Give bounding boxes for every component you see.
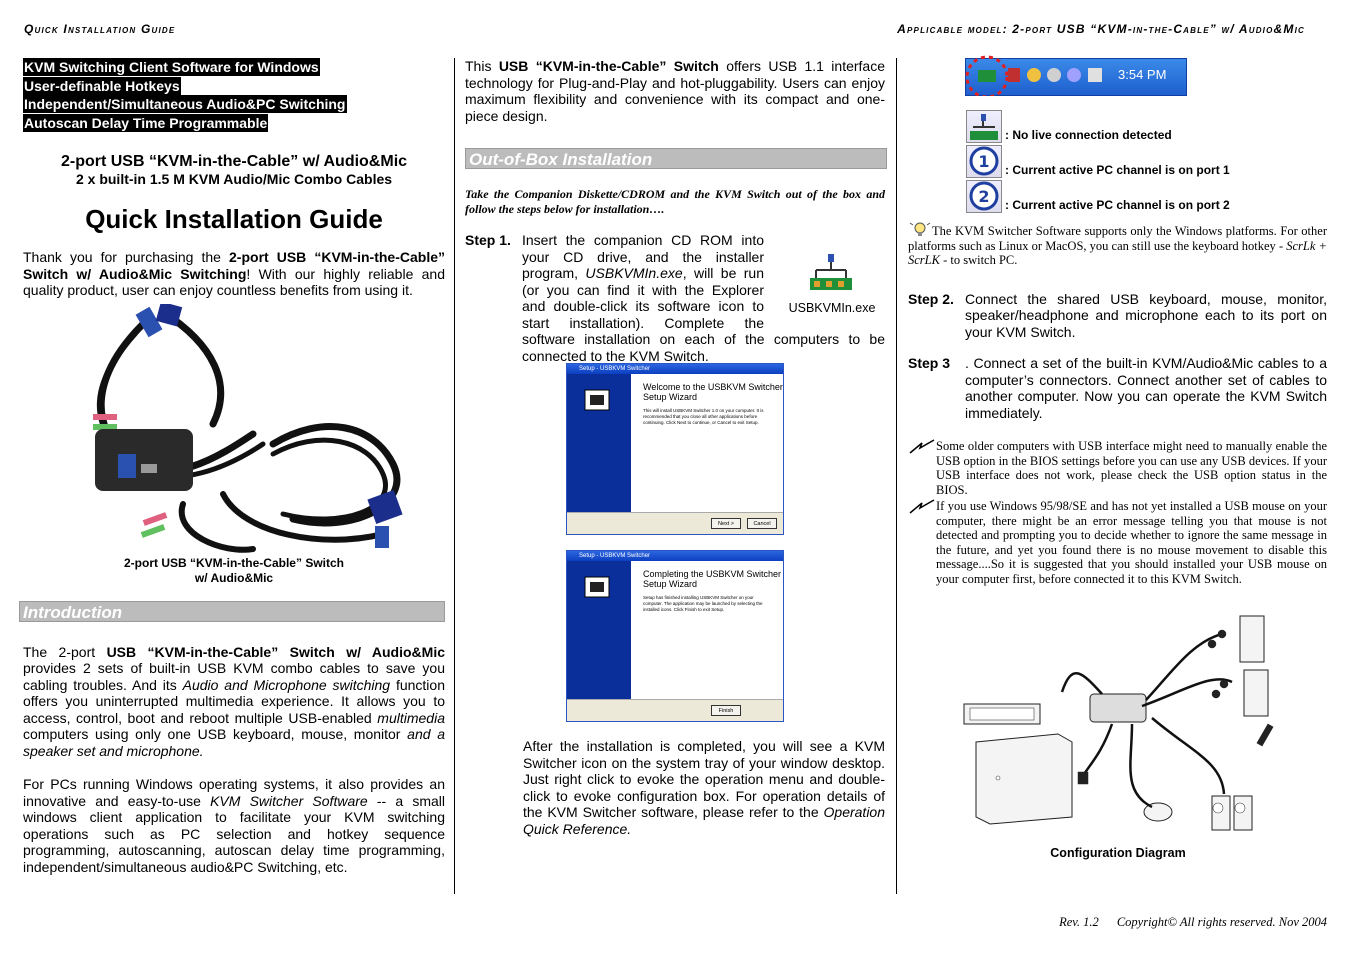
- dialog-heading: Completing the USBKVM Switcher Setup Wizard: [643, 569, 782, 589]
- setup-complete-dialog: [566, 550, 784, 722]
- section-introduction: Introduction: [19, 601, 445, 622]
- usb-paragraph: This USB “KVM-in-the-Cable” Switch offers USB 1.1 interface technology for Plug-and-Play and hot-pluggability. Users can enjoy maximum flexibility and convenience with its compact and one-piece design.: [465, 58, 886, 124]
- revision: Rev. 1.2: [1059, 915, 1099, 929]
- product-photo: [23, 304, 445, 556]
- status-port-1: 1 : Current active PC channel is on port 1: [908, 145, 1327, 179]
- step-2: Step 2. Connect the shared USB keyboard, mouse, monitor, speaker/headphone and microphone each to its port on your KVM Switch.: [908, 290, 1327, 340]
- product-title: 2-port USB “KVM-in-the-Cable” w/ Audio&Mic: [60, 153, 408, 170]
- feature-item: User-definable Hotkeys: [24, 77, 180, 94]
- setup-icon: [583, 388, 613, 414]
- setup-icon: [583, 575, 613, 601]
- lightbulb-icon: [908, 220, 932, 238]
- guide-title: Quick Installation Guide: [85, 204, 383, 234]
- intro-paragraph-1: The 2-port USB “KVM-in-the-Cable” Switch w/ Audio&Mic provides 2 sets of built-in USB KVM combo cables to save you cabling troubles. And its Audio and Microphone switching function offers you uninterrupted multimedia experience. It allows you to access, control, boot and reboot multiple USB-enabled multimedia computers using only one USB keyboard, mouse, monitor and a speaker set and microphone.: [23, 643, 445, 759]
- dialog-body: This will install USBKVM Switcher 1.0 on your computer. It is recommended that you close all other applications before continuing. Click Next to continue, or Cancel to exit Setup.: [643, 408, 764, 425]
- tip-bios: Some older computers with USB interface might need to manually enable the USB option in the BIOS settings before you can use any USB devices. If your USB interface does not work, please check the USB option status in the BIOS.: [908, 439, 1327, 497]
- step-1: Step 1. USBKVMIn.exe Insert the companion CD ROM into your CD drive, and the installer program, USBKVMIn.exe, will be run (or you can find it with the Explorer and double-click its software icon to start installation). Complete the software installation on each of the computers to be connected to the KVM Switch.: [465, 232, 885, 364]
- status-port-2: 2 : Current active PC channel is on port 2: [908, 180, 1327, 214]
- copyright: Copyright© All rights reserved. Nov 2004: [1116, 915, 1327, 929]
- photo-caption: 2-port USB “KVM-in-the-Cable” Switch: [123, 555, 344, 570]
- status-no-connection: : No live connection detected: [908, 110, 1327, 144]
- no-connection-icon: [966, 110, 1002, 143]
- feature-item: Autoscan Delay Time Programmable: [24, 114, 268, 131]
- after-install-paragraph: After the installation is completed, you will see a KVM Switcher icon on the system tray of your window desktop. Just right click to evoke the operation menu and double-click to evoke configuration box. For operation details of the KVM Switcher software, please refer to the Operation Quick Reference.: [523, 738, 885, 837]
- kvm-cable-photo: [23, 304, 445, 556]
- intro-paragraph-2: For PCs running Windows operating systems, it also provides an innovative and easy-to-use KVM Switcher Software -- a small windows client application to facilitate your KVM switching operations such as PC selection and hotkey sequence programming, autoscanning, autoscan delay time programming, independent/simultaneous audio&PC Switching, etc.: [23, 776, 445, 875]
- photo-caption: w/ Audio&Mic: [194, 570, 274, 585]
- thank-you-paragraph: Thank you for purchasing the 2-port USB “KVM-in-the-Cable” Switch w/ Audio&Mic Switching! With our highly reliable and quality product, user can enjoy countless benefits from using it.: [23, 249, 445, 298]
- svg-text:2: 2: [978, 187, 990, 206]
- column-1: [23, 58, 445, 875]
- header-right: Applicable model: 2-port USB “KVM-in-the-Cable” w/ Audio&Mic: [897, 22, 1305, 36]
- feature-item: KVM Switching Client Software for Windows: [24, 59, 319, 75]
- column-3: [908, 58, 1327, 860]
- lightning-icon: [908, 499, 936, 515]
- footer: [1059, 915, 1327, 930]
- step-3: Step 3 . Connect a set of the built-in KVM/Audio&Mic cables to a computer’s connectors. Connect another set of cables to another computer. Now you can operate the KVM Switch immediately.: [908, 355, 1327, 421]
- product-subtitle: 2 x built-in 1.5 M KVM Audio/Mic Combo Cables: [75, 171, 393, 187]
- installer-icon: [778, 252, 886, 316]
- dialog-titlebar: Setup - USBKVM Switcher: [567, 551, 783, 561]
- finish-button[interactable]: Finish: [711, 705, 741, 716]
- diagram-caption: Configuration Diagram: [1050, 846, 1186, 860]
- section-out-of-box: Out-of-Box Installation: [465, 148, 887, 169]
- dialog-body: Setup has finished installing USBKVM Switcher on your computer. The application may be launched by selecting the installed icons. Click Finish to exit Setup.: [643, 595, 763, 612]
- cancel-button[interactable]: Cancel: [747, 518, 777, 529]
- setup-welcome-dialog: [566, 363, 784, 535]
- lightning-icon: [908, 439, 936, 455]
- column-divider: [454, 58, 455, 894]
- configuration-diagram: [962, 612, 1282, 837]
- tip-windows95: If you use Windows 95/98/SE and has not yet installed a USB mouse on your computer, there might be an error message telling you that mouse is not detected and prompting you to decide whether to ignore the same message in the future, and yet you found there is no mouse movement to disable this message....So it is suggested that you should installed your USB mouse on your computer first, before connected it to this KVM Switch.: [908, 499, 1327, 586]
- oob-intro: Take the Companion Diskette/CDROM and the KVM Switch out of the box and follow the steps below for installation….: [465, 187, 885, 216]
- dialog-banner: [567, 561, 631, 699]
- header-left: Quick Installation Guide: [24, 22, 176, 36]
- feature-item: Independent/Simultaneous Audio&PC Switching: [24, 96, 346, 112]
- platform-note: The KVM Switcher Software supports only the Windows platforms. For other platforms such as Linux or MacOS, you can still use the keyboard hotkey - ScrLk + ScrLK - to switch PC.: [908, 220, 1327, 268]
- svg-text:1: 1: [978, 152, 990, 171]
- installer-icon-label: USBKVMIn.exe: [788, 300, 876, 315]
- system-tray: [964, 58, 1188, 98]
- port-1-icon: [966, 145, 1002, 178]
- dialog-heading: Welcome to the USBKVM Switcher Setup Wizard: [643, 382, 783, 402]
- column-2: [465, 58, 886, 837]
- next-button[interactable]: Next >: [711, 518, 741, 529]
- port-2-icon: [966, 180, 1002, 213]
- tray-clock: 3:54 PM: [1118, 67, 1167, 82]
- usb-kvm-icon: [806, 252, 856, 294]
- column-divider: [896, 58, 897, 894]
- dialog-titlebar: Setup - USBKVM Switcher: [567, 364, 783, 374]
- dialog-banner: [567, 374, 631, 512]
